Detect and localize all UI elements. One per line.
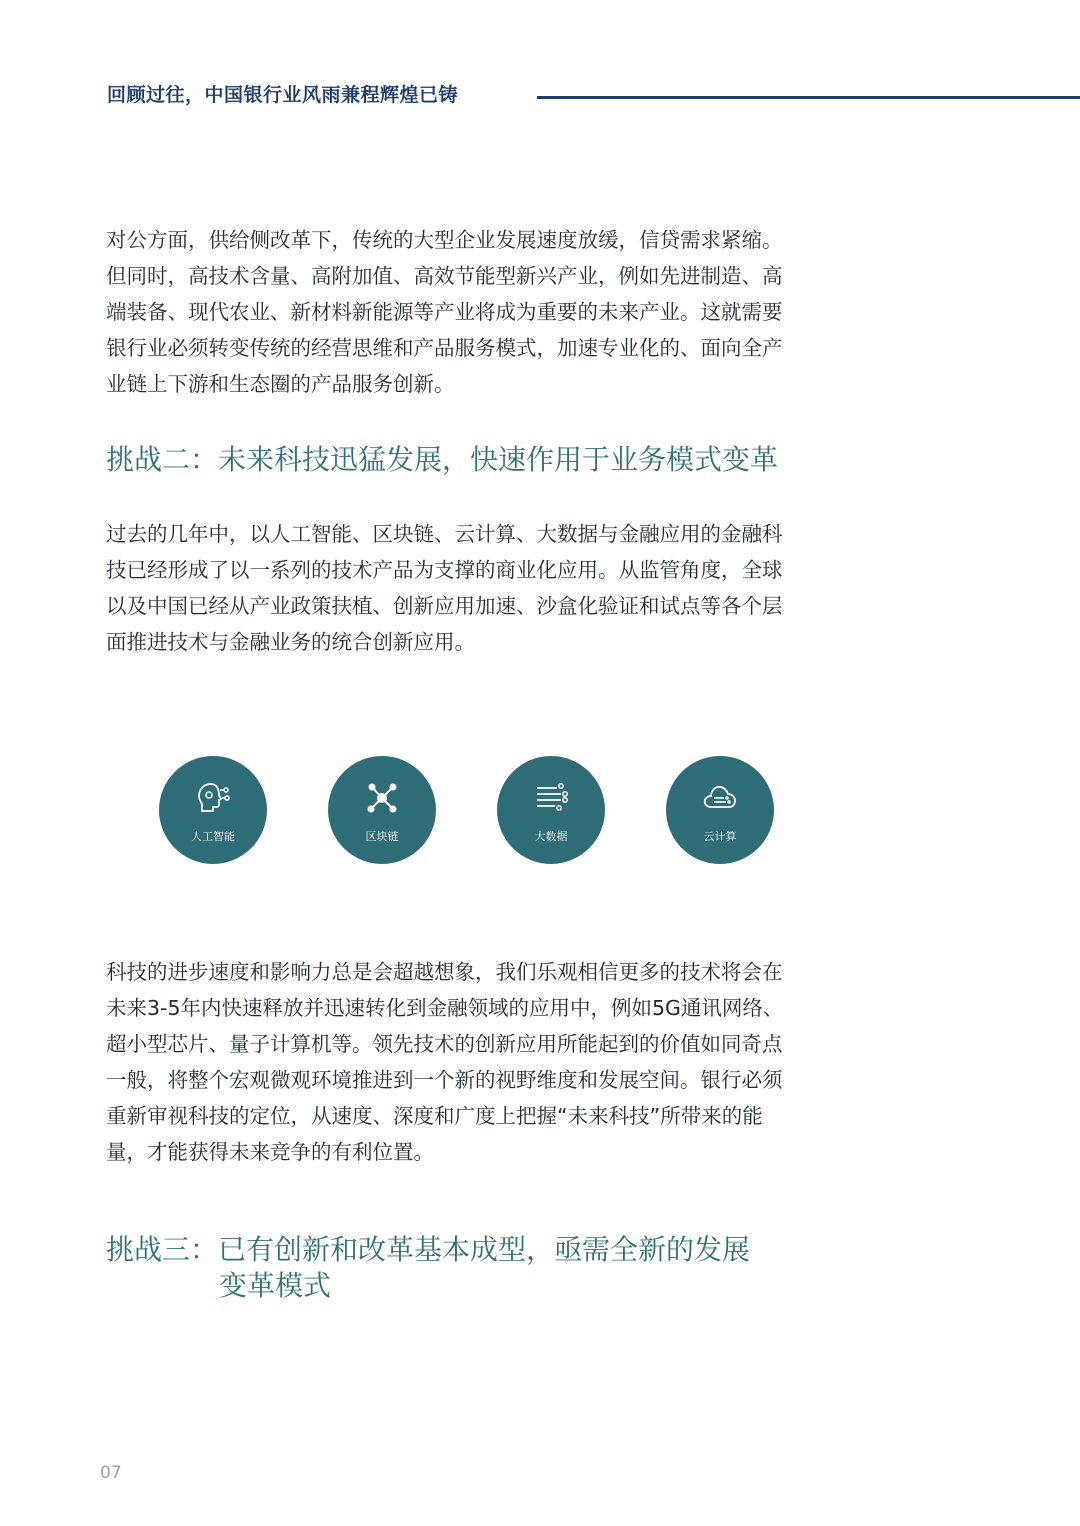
tech-circle-bigdata xyxy=(497,756,605,864)
tech-circle-blockchain xyxy=(328,756,436,864)
paragraph-line: 科技的进步速度和影响力总是会超越想象，我们乐观相信更多的技术将会在 xyxy=(106,960,783,984)
paragraph-line: 技已经形成了以一系列的技术产品为支撑的商业化应用。从监管角度，全球 xyxy=(106,558,783,582)
header-rule xyxy=(537,96,1080,99)
tech-label-bigdata: 大数据 xyxy=(534,830,568,843)
paragraph-line: 量，才能获得未来竞争的有利位置。 xyxy=(106,1140,434,1164)
big-data-icon xyxy=(531,778,571,818)
paragraph-line: 重新审视科技的定位，从速度、深度和广度上把握“未来科技”所带来的能 xyxy=(106,1104,763,1128)
paragraph-future-tech xyxy=(106,954,846,1170)
tech-icons-row xyxy=(0,756,1080,868)
paragraph-line: 银行业必须转变传统的经营思维和产品服务模式，加速专业化的、面向全产 xyxy=(106,336,783,360)
paragraph-line: 过去的几年中，以人工智能、区块链、云计算、大数据与金融应用的金融科 xyxy=(106,522,783,546)
heading-line: 变革模式 xyxy=(219,1269,332,1302)
heading-line: 挑战三：已有创新和改革基本成型，亟需全新的发展 xyxy=(106,1233,751,1266)
paragraph-line: 端装备、现代农业、新材料新能源等产业将成为重要的未来产业。这就需要 xyxy=(106,300,783,324)
paragraph-line: 超小型芯片、量子计算机等。领先技术的创新应用所能起到的价值如同奇点 xyxy=(106,1032,783,1056)
tech-circle-ai xyxy=(159,756,267,864)
paragraph-line: 以及中国已经从产业政策扶植、创新应用加速、沙盒化验证和试点等各个层 xyxy=(106,594,783,618)
cloud-computing-icon xyxy=(700,778,740,818)
paragraph-line: 对公方面，供给侧改革下，传统的大型企业发展速度放缓，信贷需求紧缩。 xyxy=(106,228,783,252)
tech-label-cloud: 云计算 xyxy=(703,830,737,843)
tech-label-blockchain: 区块链 xyxy=(365,830,399,843)
blockchain-network-icon xyxy=(362,778,402,818)
heading-challenge-three xyxy=(106,1232,750,1304)
tech-circle-cloud xyxy=(666,756,774,864)
heading-line: 挑战二：未来科技迅猛发展，快速作用于业务模式变革 xyxy=(106,443,779,476)
ai-head-icon xyxy=(193,778,233,818)
paragraph-corporate xyxy=(106,222,846,402)
running-header-title: 回顾过往，中国银行业风雨兼程辉煌已铸 xyxy=(107,84,459,106)
paragraph-line: 一般，将整个宏观微观环境推进到一个新的视野维度和发展空间。银行必须 xyxy=(106,1068,783,1092)
paragraph-line: 面推进技术与金融业务的统合创新应用。 xyxy=(106,630,475,654)
paragraph-line: 但同时，高技术含量、高附加值、高效节能型新兴产业，例如先进制造、高 xyxy=(106,264,783,288)
heading-challenge-two xyxy=(106,442,778,478)
page-number: 07 xyxy=(100,1463,122,1483)
paragraph-line: 未来3-5年内快速释放并迅速转化到金融领域的应用中，例如5G通讯网络、 xyxy=(106,996,784,1020)
paragraph-fintech xyxy=(106,516,846,660)
tech-label-ai: 人工智能 xyxy=(191,830,235,843)
paragraph-line: 业链上下游和生态圈的产品服务创新。 xyxy=(106,372,455,396)
